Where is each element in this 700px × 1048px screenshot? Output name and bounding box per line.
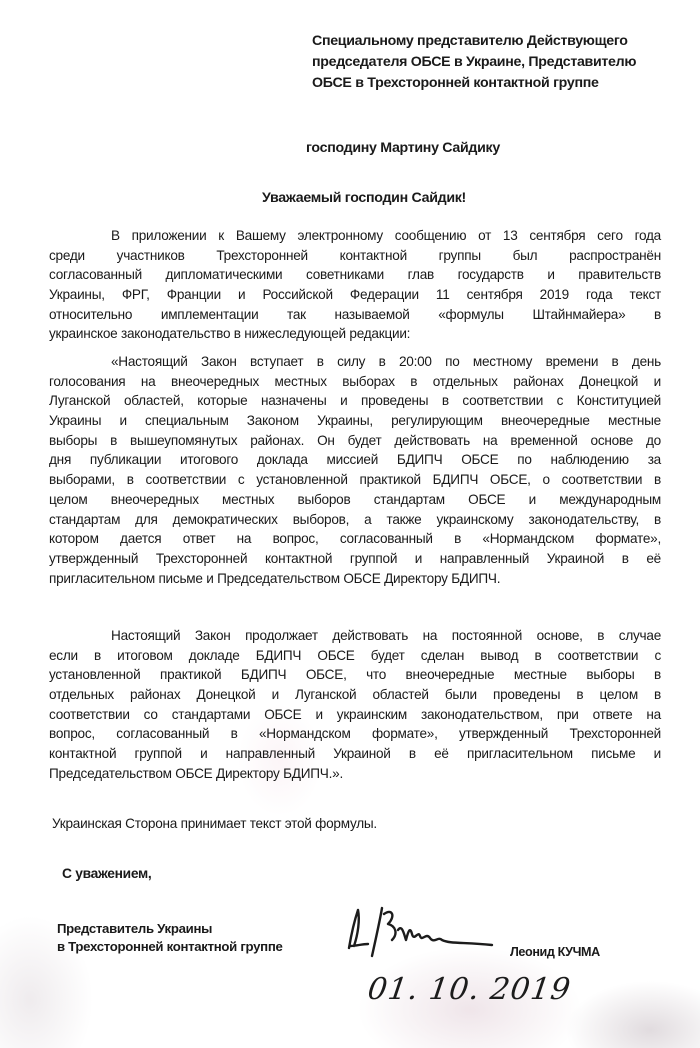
- paragraph-law-continuation: [49, 626, 661, 784]
- text-line: выборы в вышеупомянутых районах. Он будет действовать на временной основе до: [49, 432, 661, 448]
- text-line: относительно имплементации так называемой «формулы Штайнмайера» в: [49, 306, 661, 322]
- paragraph-law-text: [49, 352, 661, 588]
- addressee-line: ОБСЕ в Трехсторонней контактной группе: [312, 75, 599, 91]
- closing: С уважением,: [62, 866, 152, 881]
- text-line: отдельных районах Донецкой и Луганской областей были проведены в целом в: [49, 687, 661, 703]
- text-line: целом внеочередных местных выборов стандартам ОБСЕ и международным: [49, 491, 661, 507]
- text-line: утвержденный Трехсторонней контактной группой и направленный Украиной в её: [49, 550, 661, 566]
- text-line: Украины и специальным Законом Украины, регулирующим внеочередные местные: [49, 413, 661, 429]
- addressee-line: Специальному представителю Действующего: [312, 33, 628, 49]
- text-line: Настоящий Закон продолжает действовать на постоянной основе, в случае: [111, 628, 661, 643]
- addressee-line: председателя ОБСЕ в Украине, Представителю: [312, 54, 637, 70]
- text-line: вопрос, согласованный в «Нормандском формате», утвержденный Трехсторонней: [49, 726, 661, 742]
- text-line: установленной практикой БДИПЧ ОБСЕ, что внеочередные местные выборы в: [49, 667, 661, 683]
- text-line: если в итоговом докладе БДИПЧ ОБСЕ будет сделан вывод в соответствии с: [49, 647, 661, 663]
- handwritten-date: 01. 10. 2019: [365, 972, 574, 1007]
- signatory-title-line: Представитель Украины: [57, 921, 213, 936]
- text-line: контактной группой и направленный Украиной в её пригласительном письме и: [49, 746, 661, 762]
- addressee-block: [312, 31, 682, 94]
- text-line: соответствии со стандартами ОБСЕ и украинским законодательством, при ответе на: [49, 706, 661, 722]
- text-line: голосования на внеочередных местных выборах в отдельных районах Донецкой и: [49, 373, 661, 389]
- text-line: Украины, ФРГ, Франции и Российской Федерации 11 сентября 2019 года текст: [49, 287, 661, 303]
- signatory-title-line: в Трехсторонней контактной группе: [57, 939, 283, 954]
- text-line: выборами, в соответствии с установленной практикой БДИПЧ ОБСЕ, о соответствии в: [49, 472, 661, 488]
- text-line: согласованный дипломатическими советниками глав государств и правительств: [49, 267, 661, 283]
- text-line: Председательством ОБСЕ Директору БДИПЧ.».: [49, 765, 343, 781]
- signatory-name: Леонид КУЧМА: [510, 945, 600, 959]
- text-line: дня публикации итогового доклада миссией БДИПЧ ОБСЕ по наблюдению за: [49, 452, 661, 468]
- signatory-title: [57, 920, 283, 956]
- handwritten-signature-icon: [346, 900, 506, 962]
- text-line: пригласительном письме и Председательством ОБСЕ Директору БДИПЧ.: [49, 570, 501, 586]
- salutation: Уважаемый господин Сайдик!: [262, 190, 466, 206]
- text-line: «Настоящий Закон вступает в силу в 20:00 по местному времени в день: [111, 354, 661, 369]
- text-line: котором дается ответ на вопрос, согласованный в «Нормандском формате»,: [49, 531, 661, 547]
- recipient-name: господину Мартину Сайдику: [306, 140, 500, 156]
- acceptance-statement: Украинская Сторона принимает текст этой формулы.: [52, 816, 377, 831]
- text-line: украинское законодательство в нижеследующей редакции:: [49, 326, 411, 342]
- text-line: В приложении к Вашему электронному сообщению от 13 сентября сего года: [111, 228, 661, 243]
- text-line: Луганской областей, которые назначены и проведены в соответствии с Конституцией: [49, 393, 661, 409]
- text-line: стандартам для демократических выборов, а также украинскому законодательству, в: [49, 511, 661, 527]
- text-line: среди участников Трехсторонней контактной группы был распространён: [49, 247, 661, 263]
- paragraph-intro: [49, 226, 661, 344]
